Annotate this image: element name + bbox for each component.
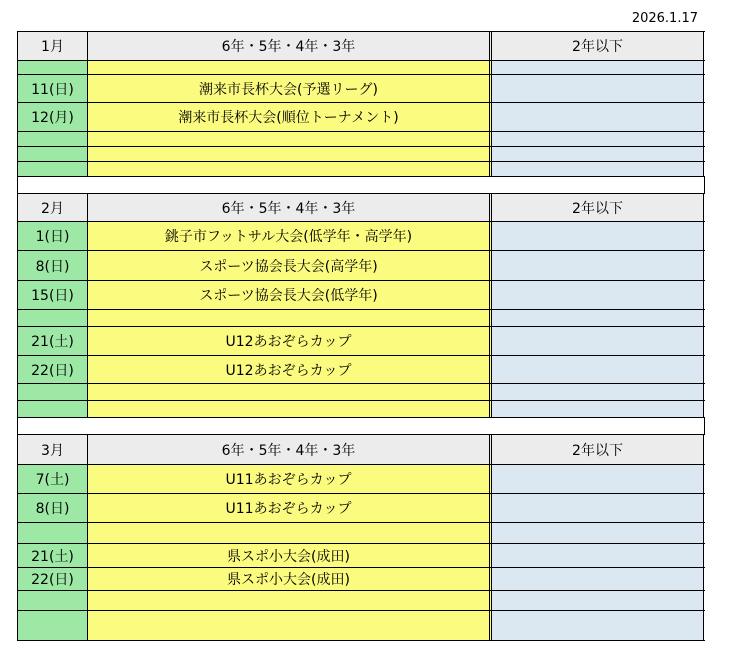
main-event-cell <box>88 132 492 146</box>
sub-event-cell <box>492 384 704 400</box>
date-cell <box>18 162 88 176</box>
main-event-cell: U12あおぞらカップ <box>88 327 492 355</box>
date-cell: 22(日) <box>18 568 88 590</box>
table-row <box>18 401 705 418</box>
table-row <box>18 568 705 591</box>
date-cell: 15(日) <box>18 281 88 309</box>
main-event-cell: 県スポ小大会(成田) <box>88 544 492 567</box>
month-separator <box>18 418 705 435</box>
main-event-cell: 銚子市フットサル大会(低学年・高学年) <box>88 222 492 250</box>
table-row <box>18 103 705 132</box>
schedule-table <box>17 31 705 641</box>
main-event-cell <box>88 310 492 326</box>
table-row <box>18 147 705 162</box>
sub-event-cell <box>492 75 704 102</box>
main-event-cell: U11あおぞらカップ <box>88 494 492 522</box>
main-event-cell <box>88 523 492 543</box>
date-cell <box>18 591 88 610</box>
sub-event-cell <box>492 544 704 567</box>
table-row <box>18 162 705 177</box>
month-label: 1月 <box>18 32 88 60</box>
main-event-cell: スポーツ協会長大会(高学年) <box>88 251 492 280</box>
main-event-cell: 潮来市長杯大会(順位トーナメント) <box>88 103 492 131</box>
date-cell: 12(月) <box>18 103 88 131</box>
sub-event-cell <box>492 591 704 610</box>
main-event-cell: スポーツ協会長大会(低学年) <box>88 281 492 309</box>
date-cell <box>18 310 88 326</box>
table-row <box>18 465 705 494</box>
main-event-cell <box>88 611 492 640</box>
table-row <box>18 251 705 281</box>
date-cell <box>18 523 88 543</box>
sub-event-cell <box>492 222 704 250</box>
sub-event-cell <box>492 568 704 590</box>
main-event-cell <box>88 384 492 400</box>
table-row <box>18 75 705 103</box>
month-header-row <box>18 32 705 61</box>
main-event-cell: 潮来市長杯大会(予選リーグ) <box>88 75 492 102</box>
month-separator <box>18 177 705 194</box>
table-row <box>18 281 705 310</box>
main-column-header: 6年・5年・4年・3年 <box>88 32 492 60</box>
date-cell: 22(日) <box>18 356 88 383</box>
table-row <box>18 544 705 568</box>
table-row <box>18 132 705 147</box>
table-row <box>18 523 705 544</box>
sub-event-cell <box>492 494 704 522</box>
sub-event-cell <box>492 611 704 640</box>
date-cell <box>18 147 88 161</box>
table-row <box>18 494 705 523</box>
date-cell <box>18 61 88 74</box>
main-event-cell: U11あおぞらカップ <box>88 465 492 493</box>
table-row <box>18 384 705 401</box>
sub-event-cell <box>492 103 704 131</box>
month-header-row <box>18 435 705 465</box>
sub-event-cell <box>492 162 704 176</box>
sub-column-header: 2年以下 <box>492 194 704 221</box>
main-event-cell <box>88 61 492 74</box>
main-column-header: 6年・5年・4年・3年 <box>88 435 492 464</box>
sub-event-cell <box>492 327 704 355</box>
date-cell: 8(日) <box>18 494 88 522</box>
table-row <box>18 61 705 75</box>
sub-event-cell <box>492 251 704 280</box>
date-cell: 8(日) <box>18 251 88 280</box>
sub-column-header: 2年以下 <box>492 435 704 464</box>
sub-event-cell <box>492 310 704 326</box>
date-cell: 11(日) <box>18 75 88 102</box>
main-event-cell: U12あおぞらカップ <box>88 356 492 383</box>
sub-event-cell <box>492 465 704 493</box>
main-event-cell <box>88 591 492 610</box>
table-row <box>18 327 705 356</box>
date-cell: 7(土) <box>18 465 88 493</box>
sub-event-cell <box>492 147 704 161</box>
month-label: 2月 <box>18 194 88 221</box>
date-cell <box>18 132 88 146</box>
main-column-header: 6年・5年・4年・3年 <box>88 194 492 221</box>
sub-event-cell <box>492 281 704 309</box>
date-cell: 21(土) <box>18 544 88 567</box>
date-cell <box>18 611 88 640</box>
table-row <box>18 591 705 611</box>
sub-event-cell <box>492 523 704 543</box>
date-cell <box>18 384 88 400</box>
table-row <box>18 310 705 327</box>
main-event-cell <box>88 162 492 176</box>
date-cell: 1(日) <box>18 222 88 250</box>
main-event-cell <box>88 147 492 161</box>
main-event-cell: 県スポ小大会(成田) <box>88 568 492 590</box>
table-row <box>18 611 705 641</box>
main-event-cell <box>88 401 492 417</box>
month-header-row <box>18 194 705 222</box>
date-cell <box>18 401 88 417</box>
update-date: 2026.1.17 <box>631 11 698 26</box>
table-row <box>18 222 705 251</box>
sub-column-header: 2年以下 <box>492 32 704 60</box>
sub-event-cell <box>492 132 704 146</box>
sub-event-cell <box>492 61 704 74</box>
sub-event-cell <box>492 401 704 417</box>
date-cell: 21(土) <box>18 327 88 355</box>
table-row <box>18 356 705 384</box>
month-label: 3月 <box>18 435 88 464</box>
sub-event-cell <box>492 356 704 383</box>
